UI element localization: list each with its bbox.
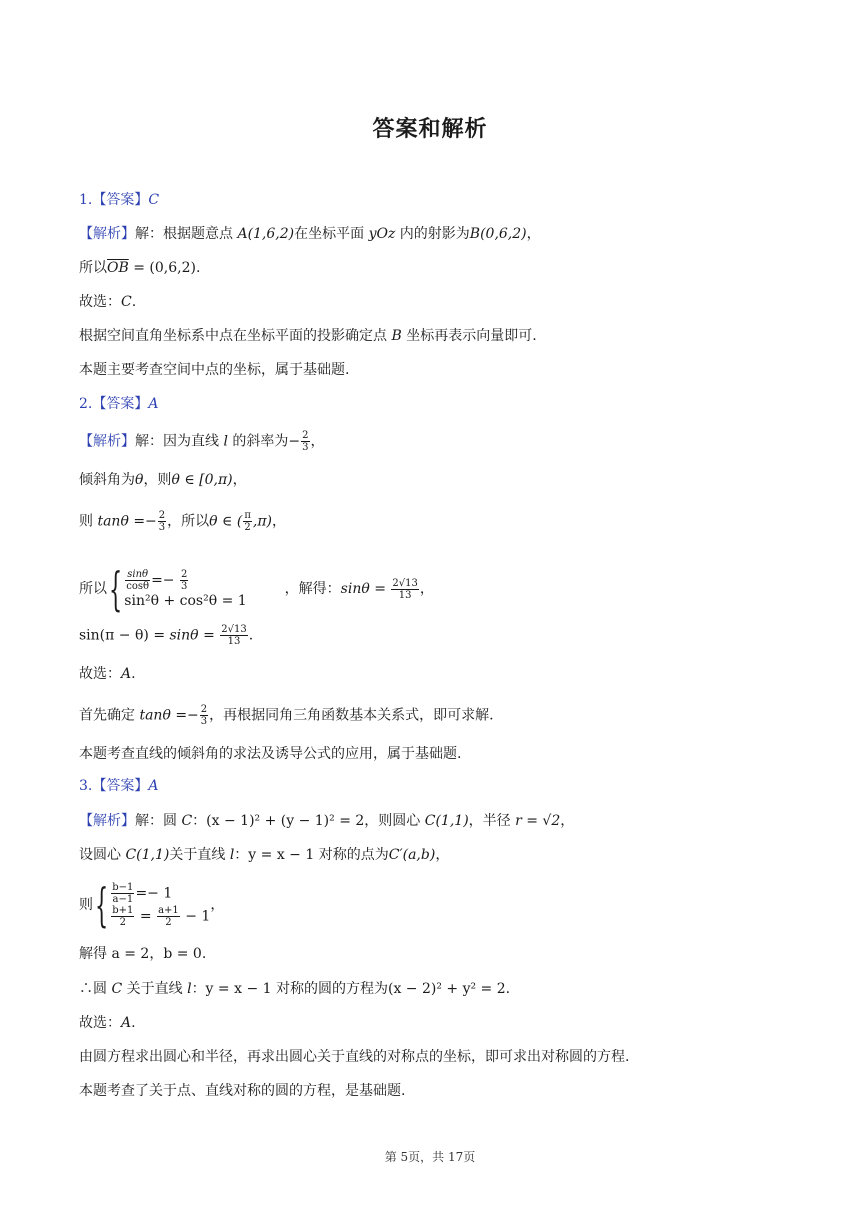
q3-choice: 故选：A. xyxy=(79,1015,136,1031)
q3-answer: 3.【答案】A xyxy=(79,778,159,794)
equation-system-1: { $\frac{\sin\theta}{\cos\theta}$ =− $\frac{2}{3}$ sin²θ + cos²θ = 1 xyxy=(109,562,247,616)
q3-analysis-line-4: 解得 a = 2，b = 0. xyxy=(79,946,207,962)
q2-analysis-line-2: 倾斜角为θ，则θ ∈ [0,π)， xyxy=(79,472,247,488)
q3-analysis-line-2: 设圆心 C(1,1)关于直线 l：y = x − 1 对称的点为C′(a,b)， xyxy=(79,847,450,863)
q2-analysis-line-4: 所以 { $\frac{\sin\theta}{\cos\theta}$ =− $\frac{2}{3}$ sin²θ + cos²θ = 1 ，解得：sinθ = $\frac{2√13}{13}$ ， xyxy=(79,562,434,616)
q2-choice: 故选：A. xyxy=(79,666,136,682)
page-title: 答案和解析 xyxy=(372,117,488,142)
q1-analysis-line-1: 【解析】解：根据题意点 A(1,6,2)在坐标平面 yOz 内的射影为B(0,6,2)， xyxy=(79,226,541,242)
q3-analysis-line-5: ∴圆 C 关于直线 l：y = x − 1 对称的圆的方程为(x − 2)² + y² = 2. xyxy=(79,981,511,997)
q3-comment: 本题考查了关于点、直线对称的圆的方程，是基础题. xyxy=(79,1083,406,1099)
fraction-2-3: $\frac{2}{3}$ xyxy=(302,430,309,453)
q3-analysis-line-3: 则 { $\frac{b-1}{a-1}$ =− 1 $\frac{b+1}{2}$ = $\frac{a+1}{2}$ − 1 ， xyxy=(79,878,225,932)
q1-method: 根据空间直角坐标系中点在坐标平面的投影确定点 B 坐标再表示向量即可. xyxy=(79,328,537,344)
q1-comment: 本题主要考查空间中点的坐标，属于基础题. xyxy=(79,362,350,378)
q2-answer: 2.【答案】A xyxy=(79,396,159,412)
q3-method: 由圆方程求出圆心和半径，再求出圆心关于直线的对称点的坐标，即可求出对称圆的方程. xyxy=(79,1049,630,1065)
q1-analysis-line-2: 所以$\overline{OB} = (0,6,2)$. xyxy=(79,260,201,276)
q1-choice: 故选：C. xyxy=(79,294,137,310)
q3-analysis-line-1: 【解析】解：圆 C：(x − 1)² + (y − 1)² = 2，则圆心 C(1,1)，半径 r = √2， xyxy=(79,813,575,829)
equation-system-2: { $\frac{b-1}{a-1}$ =− 1 $\frac{b+1}{2}$ = $\frac{a+1}{2}$ − 1 xyxy=(95,878,211,932)
q2-method: 首先确定 tanθ =− $\frac{2}{3}$ ，再根据同角三角函数基本关系式，即可求解. xyxy=(79,704,494,727)
q2-analysis-line-3: 则 tanθ =− $\frac{2}{3}$ ，所以θ ∈ ( $\frac{\pi}{2}$ ,π)， xyxy=(79,510,287,533)
q1-answer: 1.【答案】C xyxy=(79,192,160,208)
page-number: 第 5页，共 17页 xyxy=(384,1150,476,1164)
q2-comment: 本题考查直线的倾斜角的求法及诱导公式的应用，属于基础题. xyxy=(79,746,462,762)
q2-analysis-line-1: 【解析】解：因为直线 l 的斜率为− $\frac{2}{3}$ ， xyxy=(79,430,325,453)
q2-analysis-line-5: sin(π − θ) = sinθ = $\frac{2√13}{13}$ . xyxy=(79,624,254,647)
